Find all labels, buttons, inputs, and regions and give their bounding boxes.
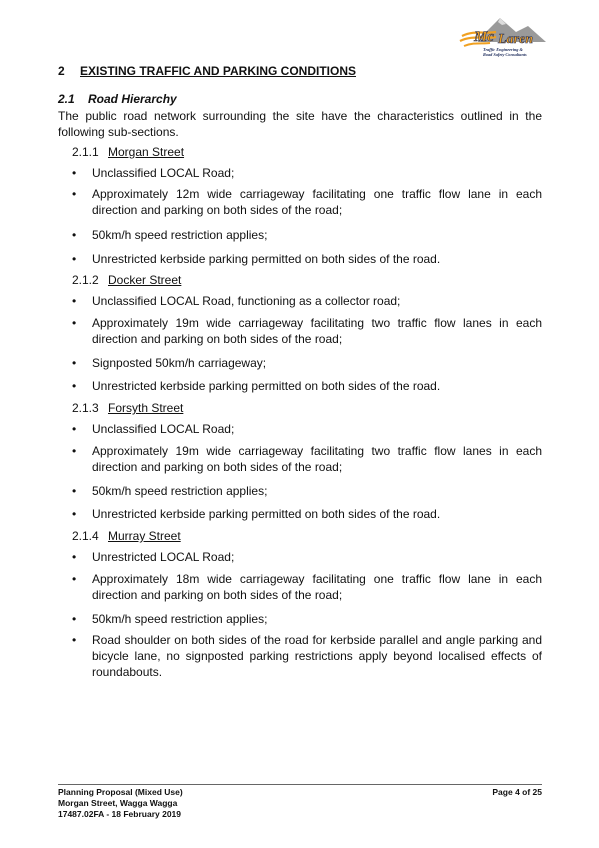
list-item [72, 227, 542, 243]
subsection-title: Road Hierarchy [88, 92, 177, 106]
subsection-number: 2.1 [58, 92, 75, 106]
bullet-text: Unclassified LOCAL Road, functioning as a collector road; [92, 294, 401, 308]
bullet-text: Unrestricted LOCAL Road; [92, 550, 235, 564]
road-number: 2.1.2 [72, 273, 99, 287]
bullet-icon: • [72, 316, 77, 330]
list-item [72, 165, 542, 181]
bullet-icon: • [72, 187, 77, 201]
section-title: EXISTING TRAFFIC AND PARKING CONDITIONS [80, 64, 356, 78]
list-item [72, 186, 542, 218]
road-number: 2.1.3 [72, 401, 99, 415]
road-number: 2.1.1 [72, 145, 99, 159]
bullet-text: Approximately 12m wide carriageway facilitating one traffic flow lane in each direction and parking on both sides of the road; [92, 187, 542, 217]
bullet-icon: • [72, 612, 77, 626]
bullet-icon: • [72, 379, 77, 393]
footer-document-info [58, 787, 183, 820]
list-item [72, 378, 542, 394]
road-number: 2.1.4 [72, 529, 99, 543]
bullet-text: 50km/h speed restriction applies; [92, 612, 268, 626]
list-item [72, 483, 542, 499]
road-name: Murray Street [108, 529, 181, 543]
company-logo [456, 16, 548, 60]
logo-tagline-1: Traffic Engineering & [483, 47, 523, 52]
section-number: 2 [58, 64, 65, 78]
svg-text:Laren: Laren [498, 32, 533, 47]
bullet-text: Approximately 19m wide carriageway facilitating two traffic flow lanes in each direction and parking on both sides of the road; [92, 444, 542, 474]
bullet-text: Road shoulder on both sides of the road for kerbside parallel and angle parking and bicycle lane, no signposted parking restrictions apply beyond localised effects of roundabouts. [92, 633, 542, 679]
bullet-text: Unclassified LOCAL Road; [92, 422, 235, 436]
bullet-icon: • [72, 444, 77, 458]
list-item [72, 549, 542, 565]
bullet-icon: • [72, 572, 77, 586]
bullet-icon: • [72, 633, 77, 647]
road-heading-docker [72, 273, 181, 287]
subsection-heading [58, 92, 177, 106]
bullet-text: 50km/h speed restriction applies; [92, 484, 268, 498]
list-item [72, 293, 542, 309]
footer-title: Planning Proposal (Mixed Use) [58, 787, 183, 797]
footer-reference: 17487.02FA - 18 February 2019 [58, 809, 182, 819]
footer-divider [58, 784, 542, 785]
list-item [72, 632, 542, 680]
intro-paragraph: The public road network surrounding the site have the characteristics outlined in the following sub-sections. [58, 109, 542, 139]
list-item [72, 611, 542, 627]
bullet-icon: • [72, 507, 77, 521]
list-item [72, 443, 542, 475]
bullet-icon: • [72, 294, 77, 308]
bullet-text: Approximately 18m wide carriageway facilitating one traffic flow lane in each direction and parking on both sides of the road; [92, 572, 542, 602]
road-name: Morgan Street [108, 145, 185, 159]
bullet-text: Unrestricted kerbside parking permitted on both sides of the road. [92, 507, 441, 521]
bullet-icon: • [72, 228, 77, 242]
bullet-icon: • [72, 252, 77, 266]
list-item [72, 315, 542, 347]
logo-tagline-2: Road Safety Consultants [483, 52, 527, 57]
list-item [72, 421, 542, 437]
bullet-text: Unrestricted kerbside parking permitted on both sides of the road. [92, 252, 441, 266]
road-name: Forsyth Street [108, 401, 184, 415]
bullet-icon: • [72, 550, 77, 564]
bullet-text: Unclassified LOCAL Road; [92, 166, 235, 180]
svg-text:Mc: Mc [474, 29, 494, 45]
bullet-icon: • [72, 484, 77, 498]
bullet-text: Unrestricted kerbside parking permitted on both sides of the road. [92, 379, 441, 393]
bullet-text: 50km/h speed restriction applies; [92, 228, 268, 242]
list-item [72, 251, 542, 267]
bullet-icon: • [72, 356, 77, 370]
section-heading [58, 64, 356, 78]
bullet-text: Signposted 50km/h carriageway; [92, 356, 267, 370]
road-name: Docker Street [108, 273, 182, 287]
road-heading-forsyth [72, 401, 183, 415]
list-item [72, 355, 542, 371]
page-number: Page 4 of 25 [492, 787, 542, 797]
bullet-text: Approximately 19m wide carriageway facilitating two traffic flow lanes in each direction and parking on both sides of the road; [92, 316, 542, 346]
list-item [72, 506, 542, 522]
bullet-icon: • [72, 166, 77, 180]
road-heading-morgan [72, 145, 184, 159]
bullet-icon: • [72, 422, 77, 436]
road-heading-murray [72, 529, 181, 543]
list-item [72, 571, 542, 603]
footer-location: Morgan Street, Wagga Wagga [58, 798, 178, 808]
